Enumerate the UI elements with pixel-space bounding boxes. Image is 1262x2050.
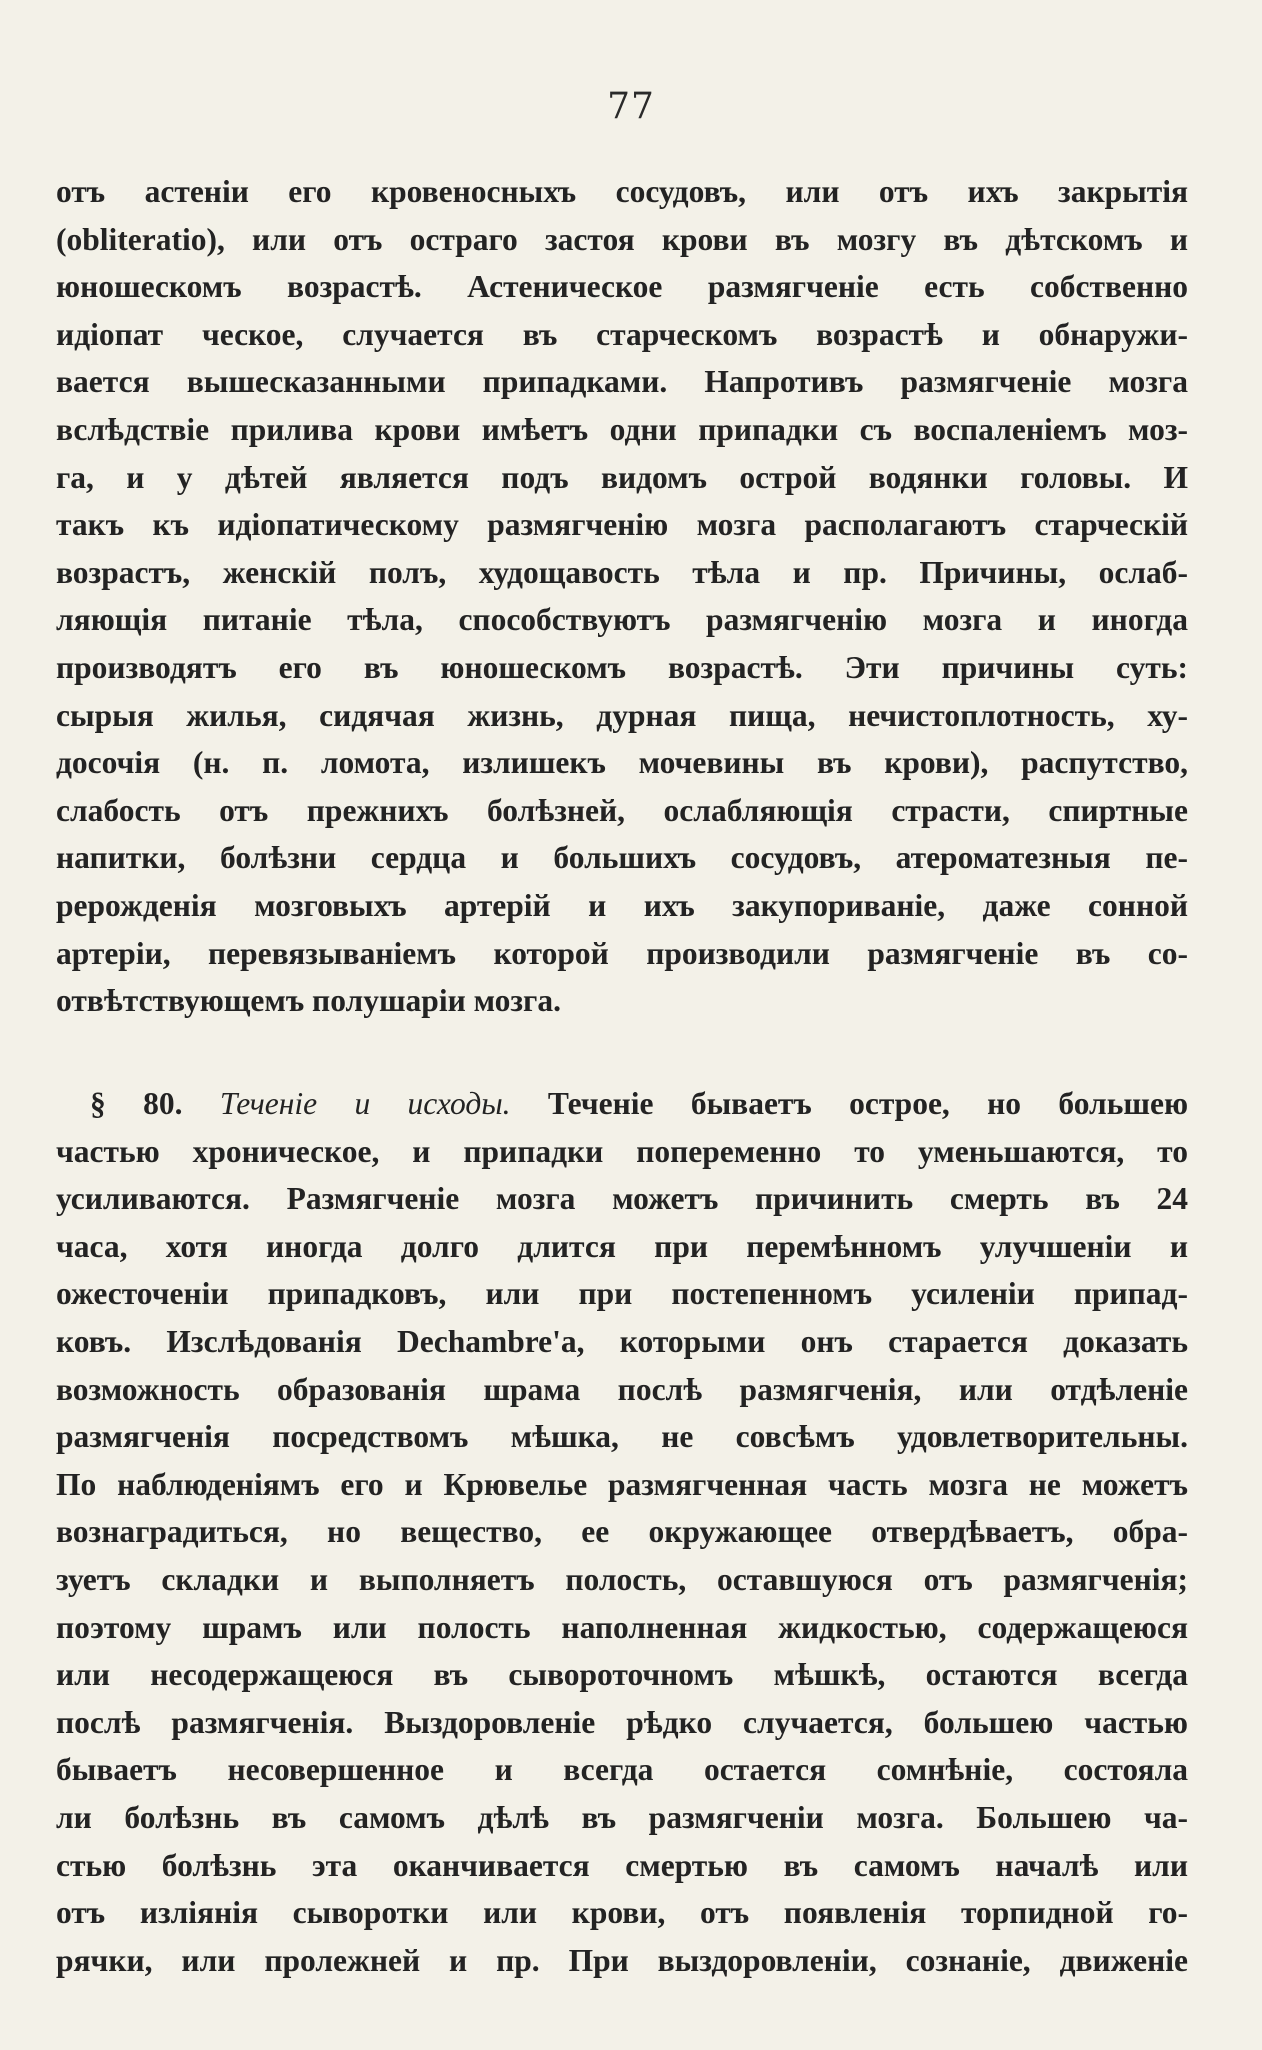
text-line: отвѣтствующемъ полушаріи мозга.	[56, 983, 561, 1019]
section-first-line-text: Теченіе бываетъ острое, но большею	[547, 1086, 1188, 1121]
text-line: сырыя жилья, сидячая жизнь, дурная пища, нечистоплотность, ху-	[56, 697, 1188, 733]
text-line: послѣ размягченія. Выздоровленіе рѣдко случается, большею частью	[56, 1704, 1188, 1740]
text-line: досочія (н. п. ломота, излишекъ мочевины въ крови), распутство,	[56, 745, 1188, 781]
text-line: По наблюденіямъ его и Крювелье размягченная часть мозга не можетъ	[56, 1466, 1188, 1502]
text-line: (obliteratio), или отъ остраго застоя крови въ мозгу въ дѣтскомъ и	[56, 221, 1188, 257]
text-line: ожесточеніи припадковъ, или при постепенномъ усиленіи припад-	[56, 1276, 1188, 1312]
text-line: или несодержащеюся въ сывороточномъ мѣшкѣ, остаются всегда	[56, 1657, 1188, 1693]
text-line: ли болѣзнь въ самомъ дѣлѣ въ размягченіи мозга. Большею ча-	[56, 1799, 1188, 1835]
text-line: усиливаются. Размягченіе мозга можетъ причинить смерть въ 24	[56, 1181, 1188, 1217]
section-heading-line	[56, 1080, 1188, 1128]
text-line: бываетъ несовершенное и всегда остается сомнѣніе, состояла	[56, 1752, 1188, 1788]
text-line: рерожденія мозговыхъ артерій и ихъ закупориваніе, даже сонной	[56, 887, 1188, 923]
text-line: такъ къ идіопатическому размягченію мозга располагаютъ старческій	[56, 507, 1188, 543]
text-line: частью хроническое, и припадки попеременно то уменьшаются, то	[56, 1133, 1188, 1169]
text-line: идіопат ческое, случается въ старческомъ возрастѣ и обнаружи-	[56, 316, 1188, 352]
paragraph-1	[56, 168, 1188, 1025]
text-line: отъ астеніи его кровеносныхъ сосудовъ, или отъ ихъ закрытія	[56, 174, 1188, 209]
text-line: возможность образованія шрама послѣ размягченія, или отдѣленіе	[56, 1371, 1188, 1407]
text-line: отъ изліянія сыворотки или крови, отъ появленія торпидной го-	[56, 1895, 1188, 1931]
text-line: вается вышесказанными припадками. Напротивъ размягченіе мозга	[56, 364, 1188, 400]
text-line: слабость отъ прежнихъ болѣзней, ослабляющія страсти, спиртные	[56, 792, 1188, 828]
text-line: производятъ его въ юношескомъ возрастѣ. Эти причины суть:	[56, 649, 1188, 685]
text-line: юношескомъ возрастѣ. Астеническое размягченіе есть собственно	[56, 269, 1188, 305]
text-line: часа, хотя иногда долго длится при перемѣнномъ улучшеніи и	[56, 1228, 1188, 1264]
paragraph-2	[56, 1080, 1188, 1984]
text-line: размягченія посредствомъ мѣшка, не совсѣмъ удовлетворительны.	[56, 1419, 1188, 1455]
page-number: 77	[607, 86, 655, 127]
section-number: § 80.	[90, 1086, 183, 1121]
text-line: вслѣдствіе прилива крови имѣетъ одни припадки съ воспаленіемъ моз-	[56, 411, 1188, 447]
text-line: вознаградиться, но вещество, ее окружающее отвердѣваетъ, обра-	[56, 1514, 1188, 1550]
text-line: поэтому шрамъ или полость наполненная жидкостью, содержащеюся	[56, 1609, 1188, 1645]
text-line: зуетъ складки и выполняетъ полость, оставшуюся отъ размягченія;	[56, 1561, 1188, 1597]
text-line: га, и у дѣтей является подъ видомъ острой водянки головы. И	[56, 459, 1188, 495]
section-title: Теченіе и исходы.	[219, 1086, 511, 1121]
text-line: ковъ. Изслѣдованія Dechambre'а, которыми онъ старается доказать	[56, 1323, 1188, 1359]
text-line: ляющія питаніе тѣла, способствуютъ размягченію мозга и иногда	[56, 602, 1188, 638]
text-line: стью болѣзнь эта оканчивается смертью въ самомъ началѣ или	[56, 1847, 1188, 1883]
text-line: напитки, болѣзни сердца и большихъ сосудовъ, атероматезныя пе-	[56, 840, 1188, 876]
text-line: рячки, или пролежней и пр. При выздоровленіи, сознаніе, движеніе	[56, 1942, 1188, 1978]
text-line: артеріи, перевязываніемъ которой производили размягченіе въ со-	[56, 935, 1188, 971]
text-line: возрастъ, женскій полъ, худощавость тѣла и пр. Причины, ослаб-	[56, 554, 1188, 590]
